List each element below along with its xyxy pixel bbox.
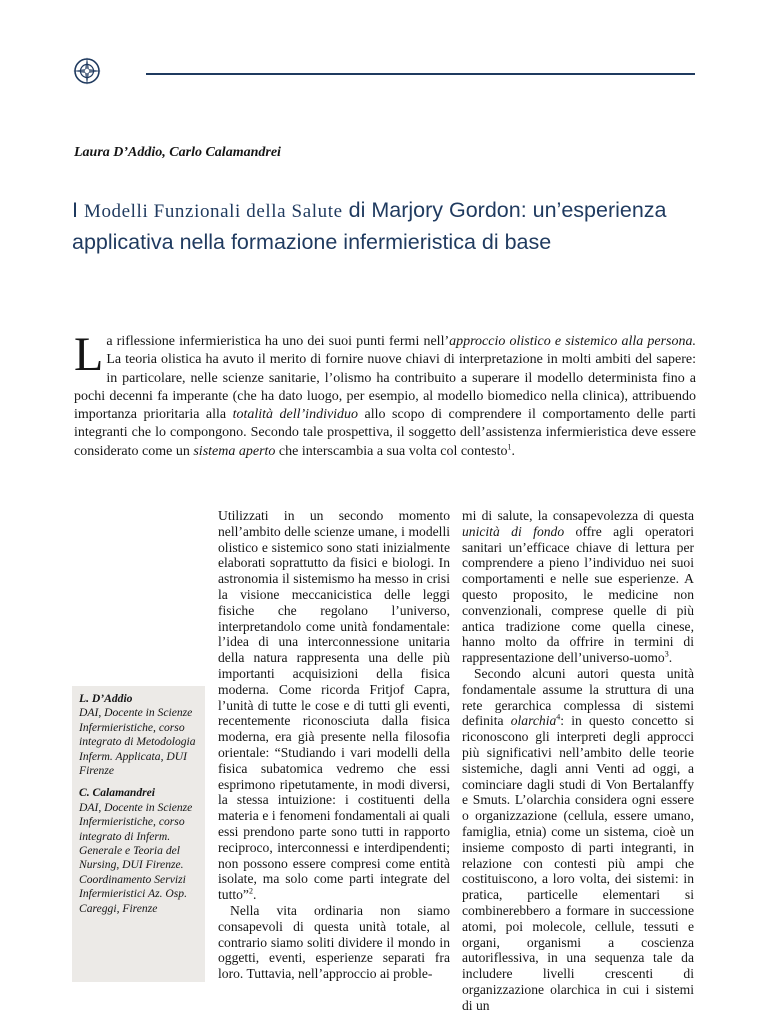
- footnote-ref: 2: [248, 886, 253, 896]
- sidebar-author-name: C. Calamandrei: [79, 786, 156, 800]
- author-info-sidebar: [72, 686, 205, 982]
- body-paragraph: Secondo alcuni autori questa unità fondamentale assume la struttura di una rete gerarchica complessa di sistemi definita olarchia$^4$: in questo concetto si riconoscono gli interpreti degli approcci più significativi nell’ambito delle teorie sistemiche, dagli anni Venti ad oggi, a cominciare dagli studi di Von Bertalanffy e Smuts. L’olarchia considera ogni essere o organizzazione (cellula, essere umano, famiglia, etnia) come un sistema, cioè un insieme composto di parti integranti, in relazione con contesti più ampi che costituiscono, a loro volta, dei sistemi: in pratica, particelle elementari si combinerebbero a formare in successione atomi, poi molecole, cellule, tessuti e organi, organismi a coscienza autoriflessiva, in una sequenza tale da includere livelli crescenti di organizzazione olarchica in cui i sistemi di un: [462, 665, 694, 1013]
- header-rule: [146, 73, 695, 75]
- sidebar-author-affiliation: DAI, Docente in Scienze Infermieristiche, corso integrato di Inferm. Generale e Teoria del Nursing, DUI Firenze. Coordinamento Servizi Infermieristici Az. Osp. Careggi, Firenze: [79, 800, 193, 915]
- title-rest: di Marjory Gordon: un’esperienza applicativa nella formazione infermieristica di base: [72, 198, 667, 254]
- footnote-ref: 3: [664, 649, 669, 659]
- sidebar-author-name: L. D’Addio: [79, 692, 133, 705]
- body-paragraph: Nella vita ordinaria non siamo consapevoli di questa unità totale, al contrario siamo soliti dividere il mondo in oggetti, eventi, esperienze separati fra loro. Tuttavia, nell’approccio ai proble-: [218, 902, 450, 982]
- body-paragraph: mi di salute, la consapevolezza di questa unicità di fondo offre agli operatori sanitari un’efficace chiave di lettura per comprendere a pieno l’individuo nei suoi comportamenti e nelle sue esperienze. A questo proposito, le medicine non convenzionali, comprese quelle di più antica tradizione come quella cinese, hanno molto da offrire in termini di rappresentazione dell’universo-uomo$^3$.: [462, 508, 695, 666]
- body-column-2: [462, 508, 694, 1014]
- article-title: [72, 195, 712, 257]
- sidebar-author-affiliation: DAI, Docente in Scienze Infermieristiche, corso integrato di Metodologia Inferm. Applicata, DUI Firenze: [79, 706, 196, 778]
- title-initial: I: [72, 198, 84, 222]
- intro-paragraph: La riflessione infermieristica ha uno dei suoi punti fermi nell’approccio olistico e sistemico alla persona. La teoria olistica ha avuto il merito di fornire nuove chiavi di interpretazione in molti ambiti del sapere: in particolare, nelle scienze sanitarie, l’olismo ha contribuito a superare il modello determinista fino a pochi decenni fa imperante (che ha dato luogo, per esempio, al modello biomedico nella clinica), attribuendo importanza prioritaria alla totalità dell’individuo allo scopo di comprendere il comportamento delle parti integranti che lo compongono. Secondo tale prospettiva, il soggetto dell’assistenza infermieristica deve essere considerato come un sistema aperto che interscambia a sua volta col contesto$^1$.: [74, 328, 696, 459]
- footnote-ref: 1: [507, 442, 512, 452]
- drop-cap: L: [74, 328, 104, 381]
- body-column-1: [218, 508, 450, 982]
- title-smallcaps: Modelli Funzionali della Salute: [83, 201, 343, 222]
- compass-logo-icon: [72, 56, 102, 86]
- footnote-ref: 4: [556, 712, 561, 722]
- article-authors: Laura D’Addio, Carlo Calamandrei: [74, 145, 281, 160]
- body-paragraph: Utilizzati in un secondo momento nell’ambito delle scienze umane, i modelli olistico e sistemico sono stati inizialmente elaborati soprattutto da fisici e biologi. In astronomia il sistemismo ha messo in crisi la visione meccanicistica delle leggi fisiche che regolano l’universo, interpretandolo come unità fondamentale: l’idea di una interconnessione unitaria della natura rappresenta una delle più importanti acquisizioni della fisica moderna. Come ricorda Fritjof Capra, l’unità di tutte le cose e di tutti gli eventi, recentemente riconosciuta dalla fisica moderna, era già presente nella filosofia orientale: “Studiando i vari modelli della fisica subatomica vedremo che essi esprimono ripetutamente, in modi diversi, la stessa intuizione: i costituenti della materia e i fenomeni fondamentali ai quali essi prendono parte sono tutti in rapporto reciproco, interconnessi e interdipendenti; non possono essere compresi come entità isolate, ma solo come parti integrate del tutto”$^2$.: [218, 508, 450, 903]
